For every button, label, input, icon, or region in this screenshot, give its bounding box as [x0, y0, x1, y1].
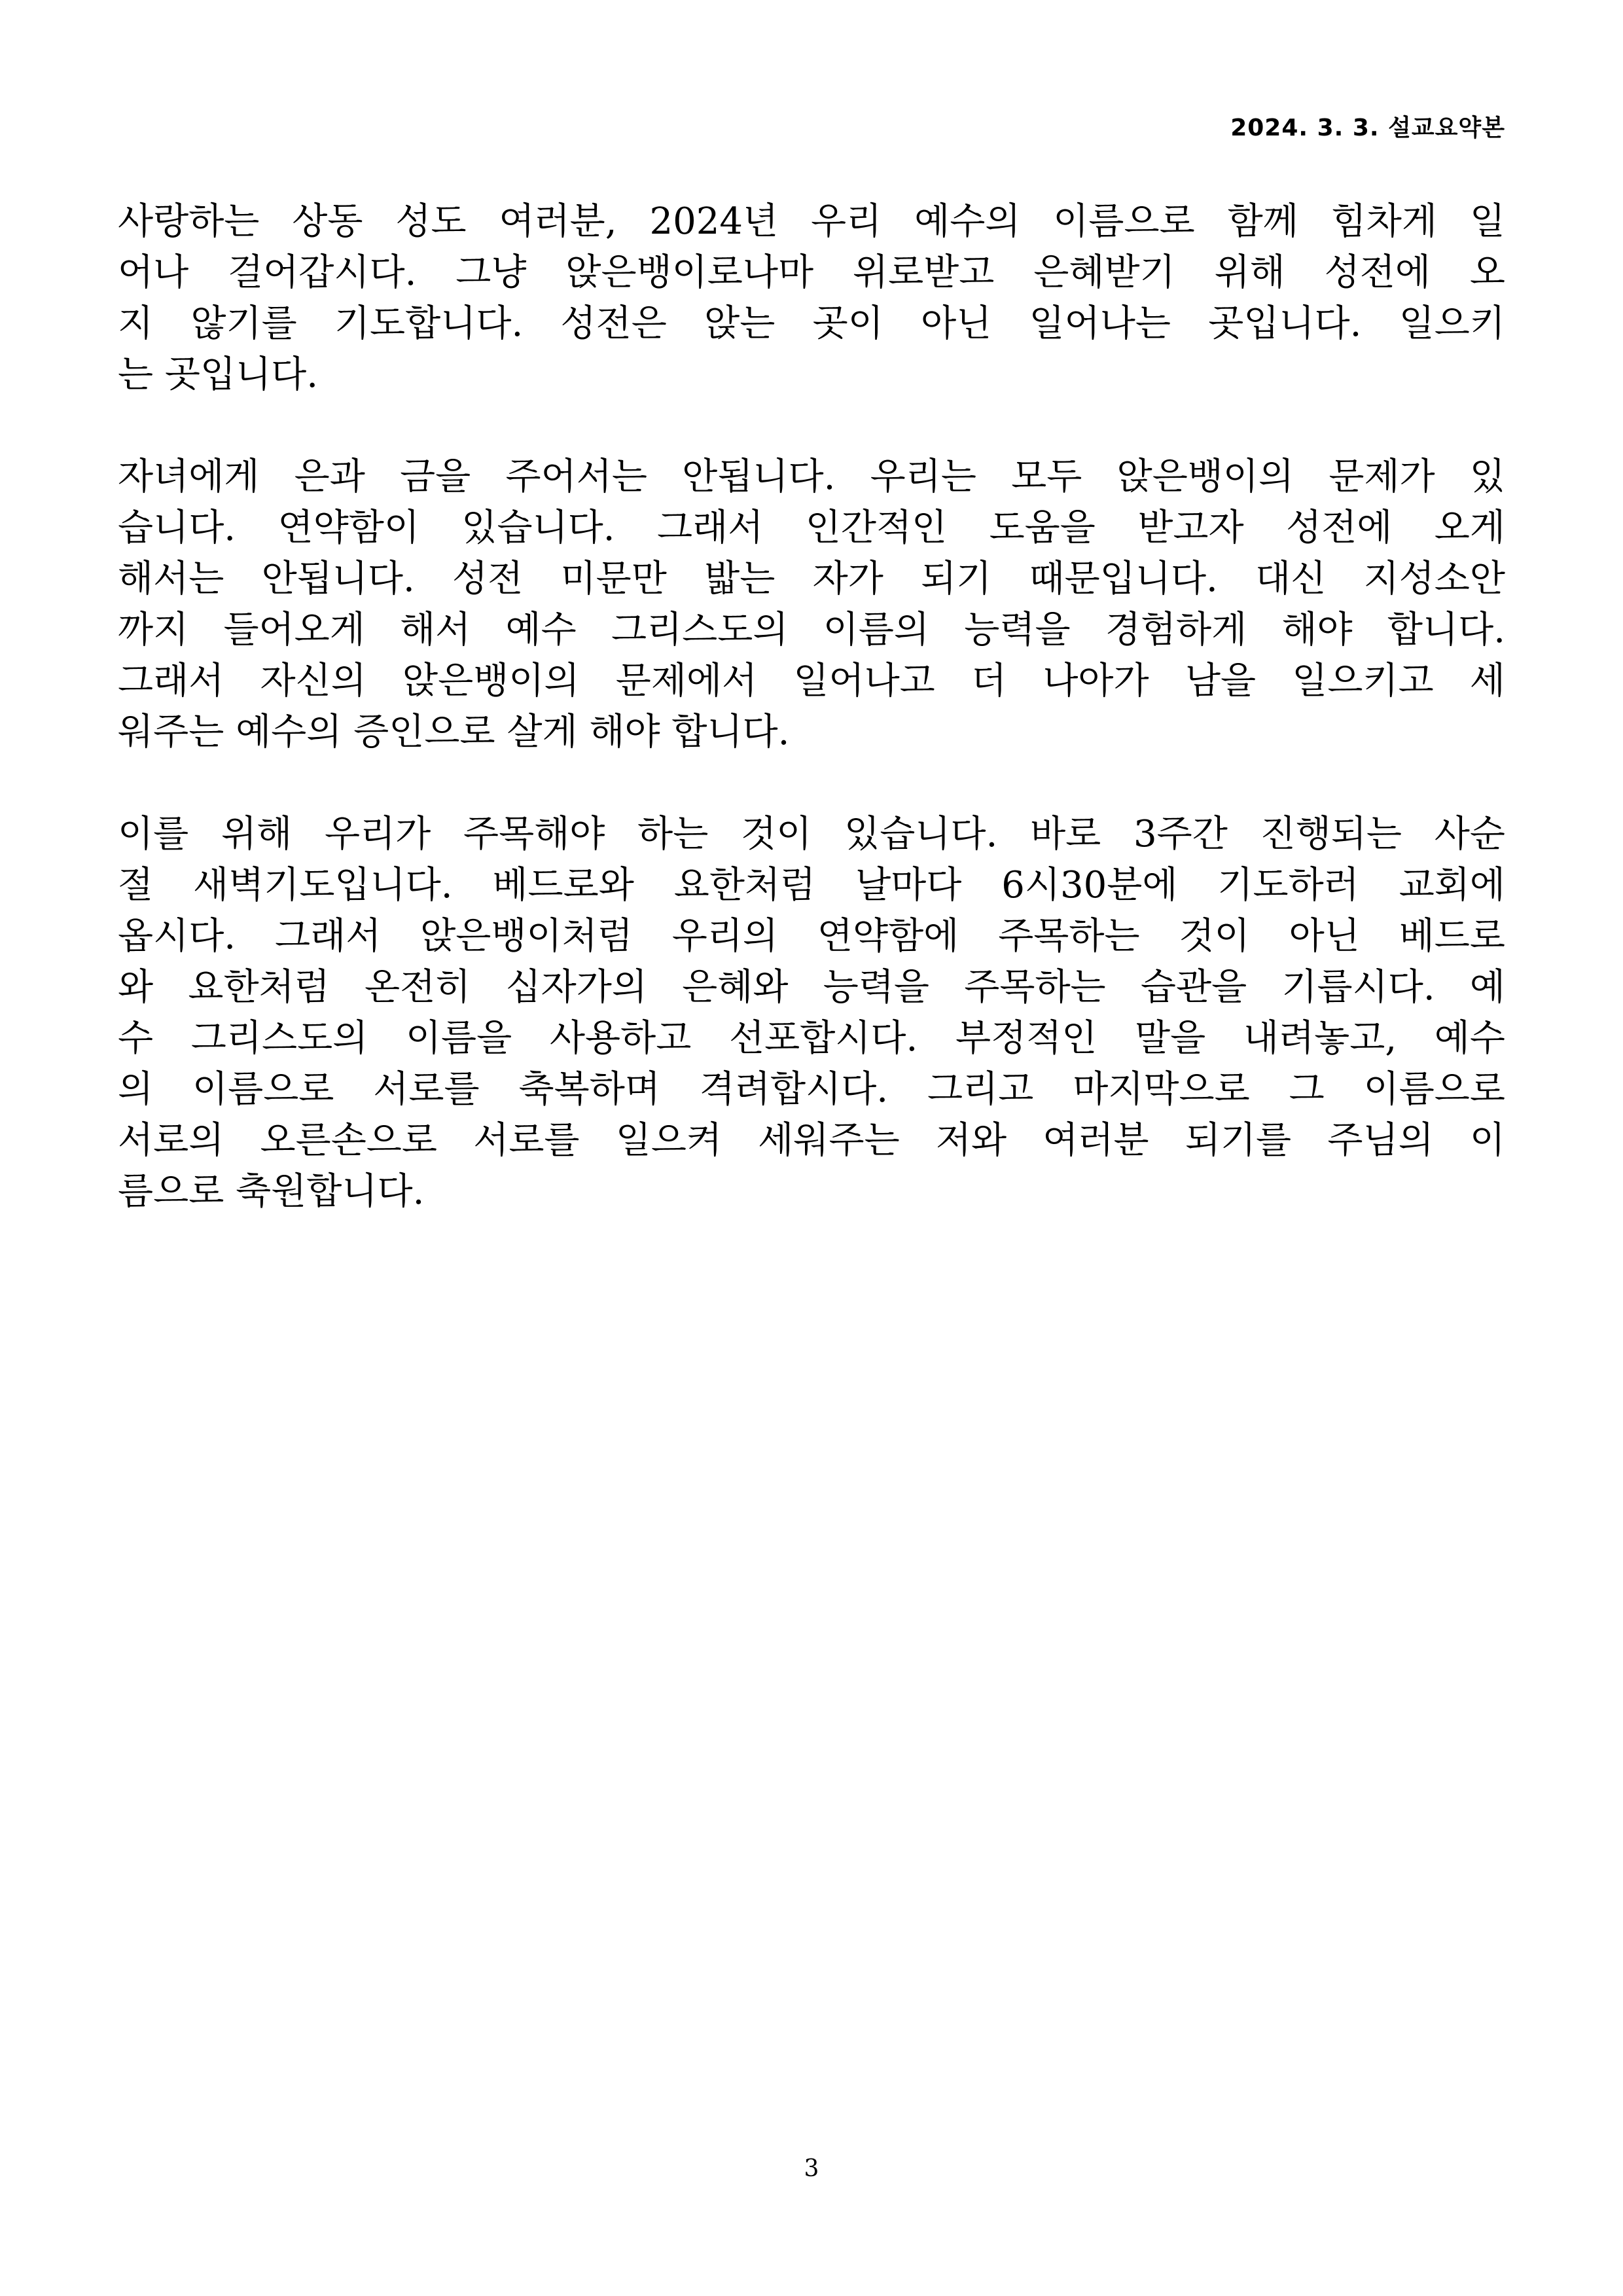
text-line: 수 그리스도의 이름을 사용하고 선포합시다. 부정적인 말을 내려놓고, 예수 [118, 1017, 1505, 1060]
text-line: 어나 걸어갑시다. 그냥 앉은뱅이로나마 위로받고 은혜받기 위해 성전에 오 [118, 251, 1505, 294]
paragraph [118, 452, 1505, 758]
text-line: 이를 위해 우리가 주목해야 하는 것이 있습니다. 바로 3주간 진행되는 사순 [118, 813, 1505, 855]
text-line: 절 새벽기도입니다. 베드로와 요한처럼 날마다 6시30분에 기도하러 교회에 [118, 864, 1505, 906]
text-line: 와 요한처럼 온전히 십자가의 은혜와 능력을 주목하는 습관을 기릅시다. 예 [118, 966, 1505, 1009]
text-line: 지 않기를 기도합니다. 성전은 앉는 곳이 아닌 일어나는 곳입니다. 일으키 [118, 302, 1505, 345]
document-header: 2024. 3. 3. 설교요약본 [1230, 115, 1505, 141]
text-line: 자녀에게 은과 금을 주어서는 안됩니다. 우리는 모두 앉은뱅이의 문제가 있 [118, 456, 1505, 498]
text-line: 해서는 안됩니다. 성전 미문만 밟는 자가 되기 때문입니다. 대신 지성소안 [118, 558, 1505, 600]
page-number: 3 [804, 2155, 819, 2182]
text-line: 옵시다. 그래서 앉은뱅이처럼 우리의 연약함에 주목하는 것이 아닌 베드로 [118, 915, 1505, 958]
text-line: 서로의 오른손으로 서로를 일으켜 세워주는 저와 여러분 되기를 주님의 이 [118, 1119, 1505, 1162]
text-line: 의 이름으로 서로를 축복하며 격려합시다. 그리고 마지막으로 그 이름으로 [118, 1068, 1505, 1111]
text-line: 름으로 축원합니다. [118, 1170, 425, 1213]
text-line: 는 곳입니다. [118, 353, 319, 396]
document-body [118, 196, 1505, 1268]
text-line: 까지 들어오게 해서 예수 그리스도의 이름의 능력을 경험하게 해야 합니다. [118, 609, 1505, 651]
text-line: 그래서 자신의 앉은뱅이의 문제에서 일어나고 더 나아가 남을 일으키고 세 [118, 660, 1505, 702]
paragraph [118, 809, 1505, 1217]
text-line: 워주는 예수의 증인으로 살게 해야 합니다. [118, 711, 790, 753]
text-line: 사랑하는 상동 성도 여러분, 2024년 우리 예수의 이름으로 함께 힘차게 일 [118, 200, 1505, 243]
paragraph [118, 196, 1505, 401]
text-line: 습니다. 연약함이 있습니다. 그래서 인간적인 도움을 받고자 성전에 오게 [118, 507, 1505, 549]
